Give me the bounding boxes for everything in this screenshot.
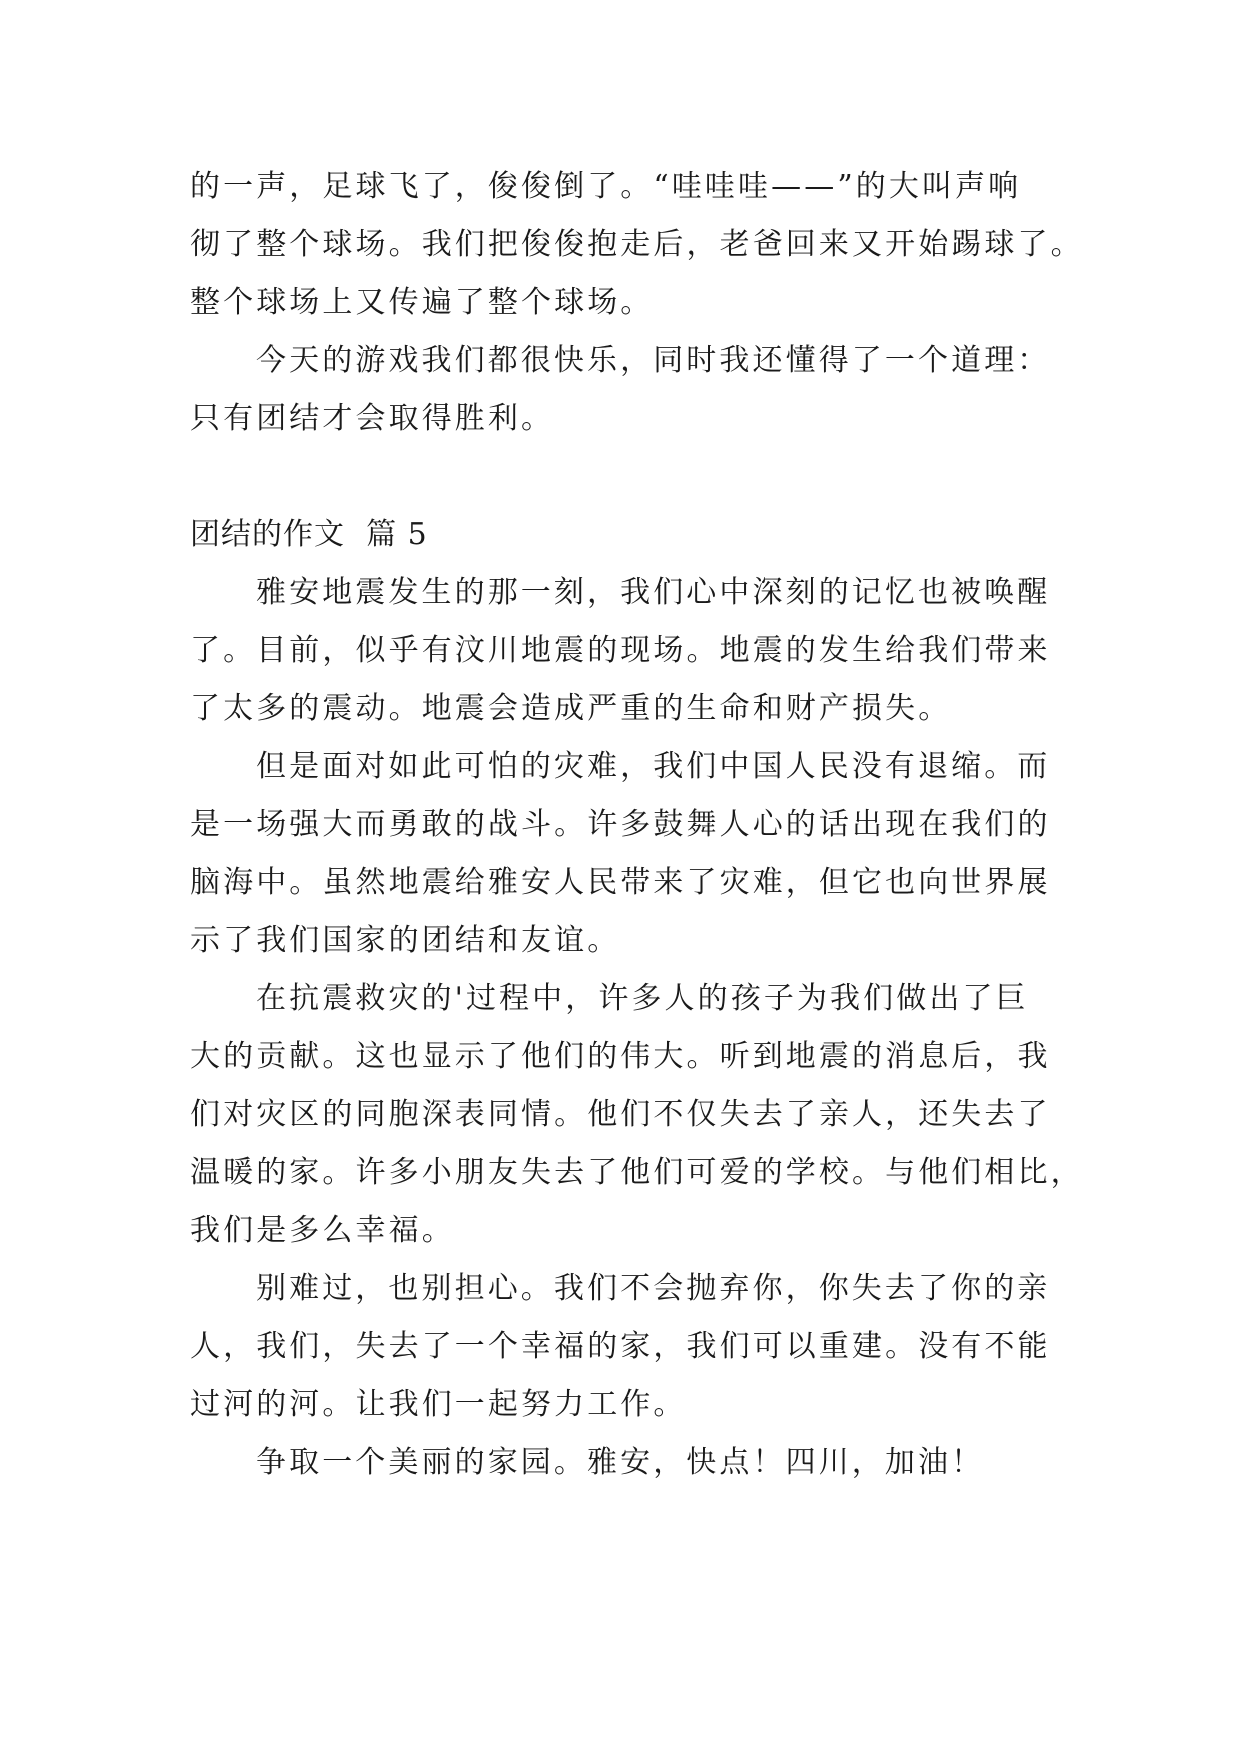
text-line: 们对灾区的同胞深表同情。他们不仅失去了亲人，还失去了 (190, 1097, 1051, 1132)
text-line: 是一场强大而勇敢的战斗。许多鼓舞人心的话出现在我们的 (190, 807, 1051, 842)
paragraph-3 (190, 970, 1084, 1260)
text-line: 今天的游戏我们都很快乐，同时我还懂得了一个道理： (256, 343, 1051, 378)
document-page (190, 158, 1084, 1492)
text-line: 雅安地震发生的那一刻，我们心中深刻的记忆也被唤醒 (256, 575, 1051, 610)
text-line: 但是面对如此可怕的灾难，我们中国人民没有退缩。而 (256, 749, 1051, 784)
text-line: 大的贡献。这也显示了他们的伟大。听到地震的消息后，我 (190, 1039, 1051, 1074)
text-line: 整个球场上又传遍了整个球场。 (190, 285, 654, 320)
text-line: 在抗震救灾的'过程中，许多人的孩子为我们做出了巨 (256, 981, 1029, 1016)
text-line: 我们是多么幸福。 (190, 1213, 455, 1248)
text-line: 过河的河。让我们一起努力工作。 (190, 1387, 687, 1422)
text-line: 彻了整个球场。我们把俊俊抱走后，老爸回来又开始踢球了。 (190, 227, 1084, 262)
text-line: 的一声，足球飞了，俊俊倒了。“哇哇哇——”的大叫声响 (190, 169, 1022, 204)
text-line: 脑海中。虽然地震给雅安人民带来了灾难，但它也向世界展 (190, 865, 1051, 900)
continued-paragraph (190, 158, 1084, 332)
text-line: 人，我们，失去了一个幸福的家，我们可以重建。没有不能 (190, 1329, 1051, 1364)
section-gap (190, 448, 1060, 506)
paragraph-4 (190, 1260, 1060, 1434)
text-line: 了太多的震动。地震会造成严重的生命和财产损失。 (190, 691, 952, 726)
text-line: 温暖的家。许多小朋友失去了他们可爱的学校。与他们相比， (190, 1155, 1084, 1190)
text-line: 争取一个美丽的家园。雅安，快点！四川，加油！ (256, 1445, 985, 1480)
paragraph-5 (190, 1434, 1060, 1492)
text-line: 了。目前，似乎有汶川地震的现场。地震的发生给我们带来 (190, 633, 1051, 668)
text-line: 示了我们国家的团结和友谊。 (190, 923, 621, 958)
paragraph-2 (190, 738, 1060, 970)
paragraph-1 (190, 564, 1060, 738)
closing-paragraph (190, 332, 1060, 448)
section-title: 团结的作文 篇 5 (190, 517, 428, 552)
text-line: 只有团结才会取得胜利。 (190, 401, 555, 436)
text-line: 别难过，也别担心。我们不会抛弃你，你失去了你的亲 (256, 1271, 1051, 1306)
